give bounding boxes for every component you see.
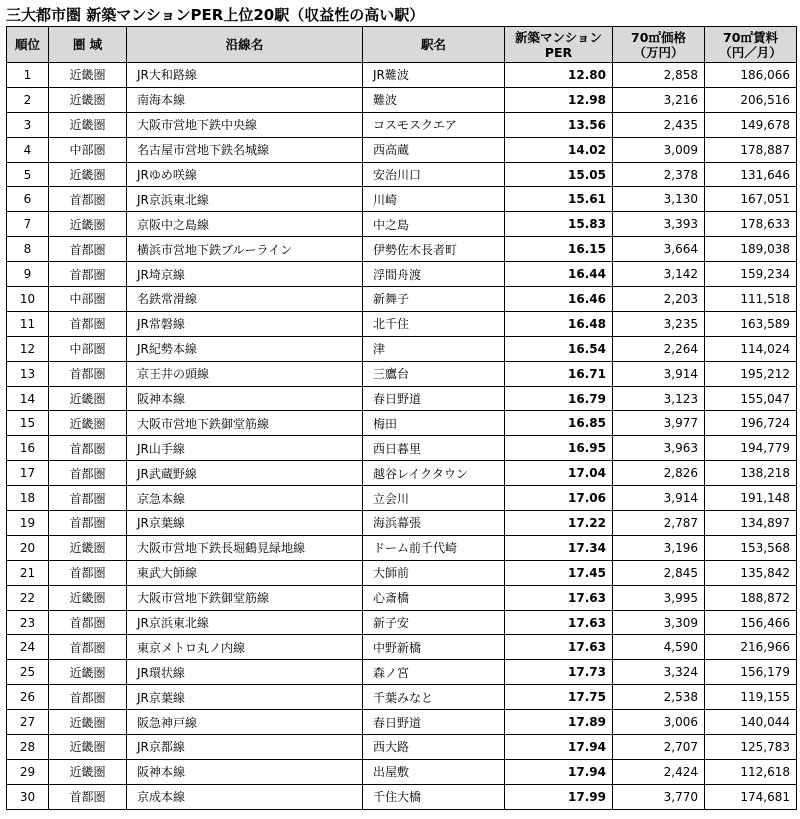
station-cell: 新舞子 [363,287,505,312]
price-cell: 2,435 [613,112,705,137]
rent-cell: 159,234 [705,262,797,287]
rank-cell: 26 [7,685,49,710]
per-cell: 17.99 [505,784,613,809]
per-cell: 17.94 [505,759,613,784]
table-row [7,63,797,88]
price-cell: 2,787 [613,511,705,536]
table-row [7,287,797,312]
station-cell: 大師前 [363,560,505,585]
area-cell: 近畿圏 [49,735,127,760]
rent-cell: 195,212 [705,361,797,386]
price-cell: 2,538 [613,685,705,710]
rent-cell: 178,887 [705,137,797,162]
rank-cell: 7 [7,212,49,237]
station-cell: コスモスクエア [363,112,505,137]
price-cell: 2,264 [613,336,705,361]
line-cell: JR京都線 [127,735,363,760]
table-row [7,461,797,486]
station-cell: 心斎橋 [363,585,505,610]
per-cell: 16.71 [505,361,613,386]
station-cell: 梅田 [363,411,505,436]
per-cell: 16.79 [505,386,613,411]
price-cell: 2,707 [613,735,705,760]
line-cell: 阪神本線 [127,386,363,411]
table-row [7,685,797,710]
area-cell: 首都圏 [49,461,127,486]
station-cell: 森ノ宮 [363,660,505,685]
table-row [7,660,797,685]
price-cell: 2,378 [613,162,705,187]
line-cell: 阪急神戸線 [127,710,363,735]
station-cell: 浮間舟渡 [363,262,505,287]
price-cell: 3,235 [613,311,705,336]
rent-cell: 188,872 [705,585,797,610]
area-cell: 首都圏 [49,262,127,287]
price-cell: 3,130 [613,187,705,212]
station-cell: 春日野道 [363,386,505,411]
rent-cell: 155,047 [705,386,797,411]
price-cell: 4,590 [613,635,705,660]
rent-cell: 138,218 [705,461,797,486]
header-price [613,27,705,63]
rent-cell: 135,842 [705,560,797,585]
station-cell: 難波 [363,87,505,112]
per-cell: 17.94 [505,735,613,760]
price-cell: 2,203 [613,287,705,312]
price-cell: 3,196 [613,535,705,560]
line-cell: 名鉄常滑線 [127,287,363,312]
table-row [7,511,797,536]
area-cell: 近畿圏 [49,63,127,88]
area-cell: 近畿圏 [49,660,127,685]
line-cell: 東武大師線 [127,560,363,585]
rank-cell: 13 [7,361,49,386]
per-cell: 16.85 [505,411,613,436]
per-cell: 17.63 [505,635,613,660]
rank-cell: 1 [7,63,49,88]
area-cell: 首都圏 [49,511,127,536]
table-row [7,237,797,262]
rank-cell: 25 [7,660,49,685]
line-cell: JR大和路線 [127,63,363,88]
table-row [7,535,797,560]
table-row [7,759,797,784]
area-cell: 近畿圏 [49,585,127,610]
price-cell: 3,770 [613,784,705,809]
station-cell: 千葉みなと [363,685,505,710]
area-cell: 首都圏 [49,685,127,710]
rank-cell: 11 [7,311,49,336]
station-cell: 中之島 [363,212,505,237]
rank-cell: 20 [7,535,49,560]
rent-cell: 163,589 [705,311,797,336]
rent-cell: 167,051 [705,187,797,212]
header-per-line1: 新築マンション [515,29,602,45]
line-cell: 京王井の頭線 [127,361,363,386]
station-cell: 立会川 [363,486,505,511]
line-cell: 東京メトロ丸ノ内線 [127,635,363,660]
line-cell: 阪神本線 [127,759,363,784]
price-cell: 3,963 [613,436,705,461]
table-body [7,63,797,810]
line-cell: JR環状線 [127,660,363,685]
station-cell: 西高蔵 [363,137,505,162]
table-row [7,411,797,436]
area-cell: 首都圏 [49,311,127,336]
header-row [7,27,797,63]
rank-cell: 8 [7,237,49,262]
table-row [7,262,797,287]
per-cell: 17.06 [505,486,613,511]
station-cell: JR難波 [363,63,505,88]
area-cell: 首都圏 [49,361,127,386]
per-cell: 15.83 [505,212,613,237]
header-rank: 順位 [7,27,49,63]
line-cell: 大阪市営地下鉄御堂筋線 [127,411,363,436]
line-cell: 京阪中之島線 [127,212,363,237]
per-cell: 17.89 [505,710,613,735]
rank-cell: 23 [7,610,49,635]
rent-cell: 191,148 [705,486,797,511]
per-cell: 12.98 [505,87,613,112]
line-cell: JR紀勢本線 [127,336,363,361]
area-cell: 中部圏 [49,287,127,312]
per-cell: 15.05 [505,162,613,187]
table-row [7,162,797,187]
price-cell: 3,009 [613,137,705,162]
area-cell: 近畿圏 [49,535,127,560]
area-cell: 近畿圏 [49,386,127,411]
table-row [7,436,797,461]
area-cell: 近畿圏 [49,411,127,436]
price-cell: 2,858 [613,63,705,88]
rent-cell: 125,783 [705,735,797,760]
per-cell: 16.95 [505,436,613,461]
rank-cell: 10 [7,287,49,312]
per-cell: 17.63 [505,610,613,635]
price-cell: 3,142 [613,262,705,287]
rank-cell: 14 [7,386,49,411]
area-cell: 近畿圏 [49,759,127,784]
per-cell: 16.48 [505,311,613,336]
price-cell: 2,826 [613,461,705,486]
per-cell: 17.75 [505,685,613,710]
station-cell: 西大路 [363,735,505,760]
area-cell: 中部圏 [49,137,127,162]
price-cell: 2,845 [613,560,705,585]
rank-cell: 27 [7,710,49,735]
rent-cell: 196,724 [705,411,797,436]
table-row [7,784,797,809]
area-cell: 近畿圏 [49,212,127,237]
rent-cell: 194,779 [705,436,797,461]
line-cell: 南海本線 [127,87,363,112]
header-per [505,27,613,63]
line-cell: 横浜市営地下鉄ブルーライン [127,237,363,262]
per-cell: 14.02 [505,137,613,162]
line-cell: JRゆめ咲線 [127,162,363,187]
area-cell: 首都圏 [49,237,127,262]
rent-cell: 114,024 [705,336,797,361]
rank-cell: 15 [7,411,49,436]
price-cell: 3,914 [613,486,705,511]
station-cell: 西日暮里 [363,436,505,461]
per-cell: 13.56 [505,112,613,137]
rent-cell: 134,897 [705,511,797,536]
header-rent [705,27,797,63]
rank-cell: 12 [7,336,49,361]
station-cell: 北千住 [363,311,505,336]
rent-cell: 149,678 [705,112,797,137]
rank-cell: 29 [7,759,49,784]
area-cell: 首都圏 [49,784,127,809]
area-cell: 近畿圏 [49,162,127,187]
rent-cell: 216,966 [705,635,797,660]
per-cell: 17.73 [505,660,613,685]
line-cell: JR京葉線 [127,685,363,710]
rank-cell: 4 [7,137,49,162]
area-cell: 首都圏 [49,436,127,461]
price-cell: 3,216 [613,87,705,112]
station-cell: ドーム前千代崎 [363,535,505,560]
line-cell: 大阪市営地下鉄御堂筋線 [127,585,363,610]
table-row [7,336,797,361]
table-row [7,187,797,212]
line-cell: JR武蔵野線 [127,461,363,486]
table-row [7,710,797,735]
station-cell: 川崎 [363,187,505,212]
table-row [7,137,797,162]
line-cell: JR京浜東北線 [127,187,363,212]
table-row [7,112,797,137]
rank-cell: 21 [7,560,49,585]
station-cell: 出屋敷 [363,759,505,784]
table-row [7,87,797,112]
price-cell: 3,977 [613,411,705,436]
area-cell: 中部圏 [49,336,127,361]
header-price-line2: （万円） [633,44,684,60]
table-row [7,560,797,585]
price-cell: 3,393 [613,212,705,237]
table-row [7,585,797,610]
rent-cell: 112,618 [705,759,797,784]
table-row [7,735,797,760]
table-row [7,486,797,511]
station-cell: 春日野道 [363,710,505,735]
rent-cell: 131,646 [705,162,797,187]
station-cell: 越谷レイクタウン [363,461,505,486]
rank-cell: 19 [7,511,49,536]
per-cell: 15.61 [505,187,613,212]
rank-cell: 28 [7,735,49,760]
rank-cell: 16 [7,436,49,461]
header-price-line1: 70㎡価格 [631,29,686,45]
station-cell: 千住大橋 [363,784,505,809]
rent-cell: 186,066 [705,63,797,88]
table-row [7,635,797,660]
per-cell: 17.63 [505,585,613,610]
header-line: 沿線名 [127,27,363,63]
area-cell: 近畿圏 [49,112,127,137]
station-cell: 海浜幕張 [363,511,505,536]
area-cell: 首都圏 [49,486,127,511]
header-area: 圏 域 [49,27,127,63]
table-row [7,212,797,237]
per-cell: 17.22 [505,511,613,536]
rank-cell: 17 [7,461,49,486]
price-cell: 3,324 [613,660,705,685]
area-cell: 近畿圏 [49,710,127,735]
price-cell: 3,123 [613,386,705,411]
table-title: 三大都市圏 新築マンションPER上位20駅（収益性の高い駅） [6,6,425,24]
per-cell: 16.46 [505,287,613,312]
price-cell: 3,006 [613,710,705,735]
per-cell: 17.34 [505,535,613,560]
rent-cell: 178,633 [705,212,797,237]
line-cell: JR京浜東北線 [127,610,363,635]
rent-cell: 156,466 [705,610,797,635]
price-cell: 3,664 [613,237,705,262]
header-rent-line1: 70㎡賃料 [723,29,778,45]
area-cell: 首都圏 [49,560,127,585]
rank-cell: 3 [7,112,49,137]
per-cell: 16.15 [505,237,613,262]
rent-cell: 156,179 [705,660,797,685]
price-cell: 3,309 [613,610,705,635]
rent-cell: 111,518 [705,287,797,312]
rent-cell: 119,155 [705,685,797,710]
line-cell: JR常磐線 [127,311,363,336]
header-station: 駅名 [363,27,505,63]
price-cell: 3,995 [613,585,705,610]
rent-cell: 174,681 [705,784,797,809]
station-cell: 新子安 [363,610,505,635]
station-cell: 安治川口 [363,162,505,187]
per-cell: 17.45 [505,560,613,585]
table-row [7,610,797,635]
rent-cell: 140,044 [705,710,797,735]
rank-cell: 9 [7,262,49,287]
station-cell: 伊勢佐木長者町 [363,237,505,262]
line-cell: 京急本線 [127,486,363,511]
line-cell: 大阪市営地下鉄長堀鶴見緑地線 [127,535,363,560]
rank-cell: 30 [7,784,49,809]
rank-cell: 6 [7,187,49,212]
area-cell: 首都圏 [49,635,127,660]
area-cell: 近畿圏 [49,87,127,112]
header-per-line2: PER [544,44,573,60]
per-cell: 16.44 [505,262,613,287]
station-cell: 三鷹台 [363,361,505,386]
area-cell: 首都圏 [49,610,127,635]
line-cell: 京成本線 [127,784,363,809]
price-cell: 2,424 [613,759,705,784]
rank-cell: 5 [7,162,49,187]
table-row [7,361,797,386]
rank-cell: 2 [7,87,49,112]
table-row [7,311,797,336]
per-cell: 12.80 [505,63,613,88]
line-cell: 大阪市営地下鉄中央線 [127,112,363,137]
line-cell: JR埼京線 [127,262,363,287]
header-rent-line2: （円／月） [719,44,782,60]
rent-cell: 153,568 [705,535,797,560]
per-cell: 17.04 [505,461,613,486]
table-row [7,386,797,411]
station-cell: 中野新橋 [363,635,505,660]
rank-cell: 24 [7,635,49,660]
per-cell: 16.54 [505,336,613,361]
price-cell: 3,914 [613,361,705,386]
station-cell: 津 [363,336,505,361]
line-cell: 名古屋市営地下鉄名城線 [127,137,363,162]
line-cell: JR京葉線 [127,511,363,536]
rent-cell: 206,516 [705,87,797,112]
area-cell: 首都圏 [49,187,127,212]
rank-cell: 22 [7,585,49,610]
per-ranking-table [6,26,797,810]
rank-cell: 18 [7,486,49,511]
rent-cell: 189,038 [705,237,797,262]
line-cell: JR山手線 [127,436,363,461]
